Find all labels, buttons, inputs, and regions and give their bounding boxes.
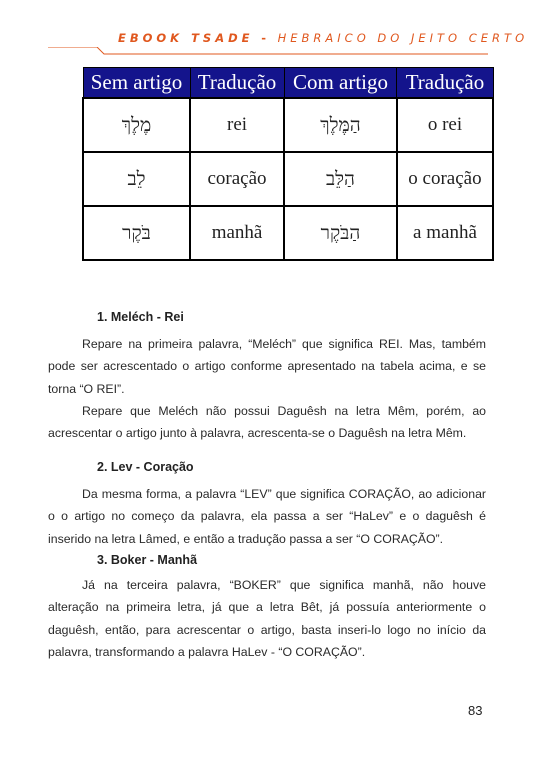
table-row [83,98,493,152]
paragraph-text: Repare que Meléch não possui Daguêsh na letra Mêm, porém, ao acrescentar o artigo junto à palavra, acrescenta-se o Daguêsh na letra Mêm. [48,404,486,441]
hebrew-word-with-article: הַמֶּלֶךְ [284,98,397,152]
translation-with-article-cell: o rei [397,98,493,152]
header-subtitle: HEBRAICO DO JEITO CERTO [277,31,529,45]
hebrew-word: מֶלֶךְ [83,98,190,152]
hebrew-word: לֵב [83,152,190,206]
running-header [118,31,529,45]
paragraph-text: Repare na primeira palavra, “Meléch” que significa REI. Mas, também pode ser acrescentado o artigo conforme apresentado na tabela acima, e se torna “O REI”. [48,337,486,396]
vocabulary-table [82,67,494,261]
header-rule [0,47,537,55]
paragraph [48,483,486,550]
translation-with-article-cell: a manhã [397,206,493,260]
table-row [83,206,493,260]
paragraph-text: Já na terceira palavra, “BOKER” que significa manhã, não houve alteração na primeira letra, já que a letra Bêt, já possuía anteriormente o daguêsh, então, para acrescentar o artigo, basta inseri-lo logo no início da palavra, transformando a palavra HaLev - “O CORAÇÃO”. [48,578,486,660]
hebrew-word: בֹּקֶר [83,206,190,260]
translation-cell: coração [190,152,284,206]
header-brand: EBOOK TSADE [118,31,254,45]
table-header-row [83,68,493,99]
paragraph [48,574,486,664]
translation-cell: rei [190,98,284,152]
translation-with-article-cell: o coração [397,152,493,206]
page-number: 83 [468,703,483,718]
paragraph-text: Da mesma forma, a palavra “LEV” que significa CORAÇÃO, ao adicionar o o artigo no começo da palavra, ela passa a ser “HaLev” e o daguêsh é inserido na letra Lâmed, e então a tradução passa a ser “O CORAÇÃO”. [48,487,486,546]
column-header: Tradução [397,68,493,99]
section-heading: 2. Lev - Coração [97,460,194,474]
hebrew-word-with-article: הַבֹּקֶר [284,206,397,260]
column-header: Tradução [190,68,284,99]
table-row [83,152,493,206]
section-heading: 1. Meléch - Rei [97,310,184,324]
translation-cell: manhã [190,206,284,260]
section-heading: 3. Boker - Manhã [97,553,198,567]
paragraph [48,333,486,400]
header-separator: - [261,31,270,45]
column-header: Com artigo [284,68,397,99]
column-header: Sem artigo [83,68,190,99]
hebrew-word-with-article: הַלֵּב [284,152,397,206]
paragraph [48,400,486,445]
